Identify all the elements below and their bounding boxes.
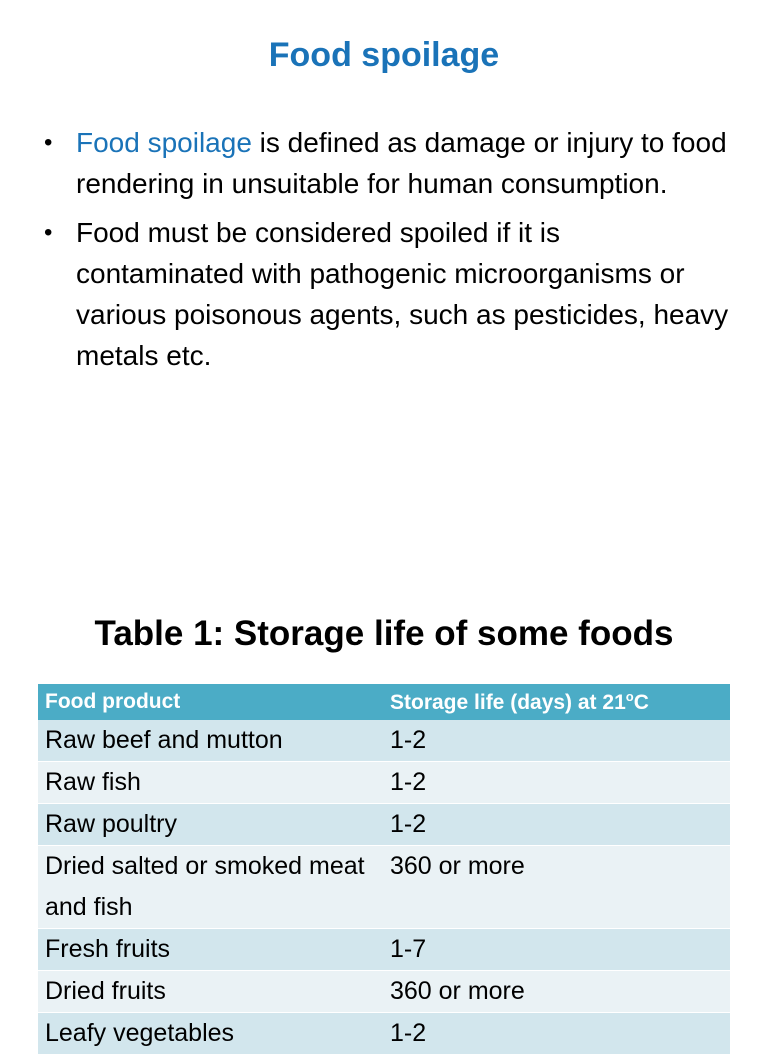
cell-storage-life: 360 or more [383,971,730,1013]
cell-storage-life: 1-2 [383,720,730,762]
table-row [38,1013,730,1055]
bullet-dot-icon: • [44,219,53,246]
page-title: Food spoilage [268,36,500,74]
cell-food-product: Leafy vegetables [38,1013,383,1055]
table-row [38,804,730,846]
cell-storage-life: 1-2 [383,1013,730,1055]
storage-life-table [38,684,730,1055]
bullet-item [40,212,730,376]
cell-food-product: Dried salted or smoked meat and fish [38,846,383,929]
bullet-term: Food spoilage [76,127,252,158]
header-storage-life [383,684,730,720]
table-row [38,846,730,929]
header-storage-life-text: Storage life (days) at 21 [390,691,626,714]
degree-sign: o [625,689,634,704]
cell-food-product: Raw beef and mutton [38,720,383,762]
bullet-text: is defined as damage or injury to food rendering in unsuitable for human consumption. [76,127,727,199]
table-row [38,762,730,804]
cell-storage-life: 1-7 [383,929,730,971]
cell-food-product: Dried fruits [38,971,383,1013]
bullet-list [40,122,730,384]
cell-storage-life: 1-2 [383,762,730,804]
bullet-dot-icon: • [44,129,53,156]
table-body [38,720,730,1055]
cell-storage-life: 360 or more [383,846,730,929]
bullet-text: Food must be considered spoiled if it is contaminated with pathogenic microorganisms or various poisonous agents, such as pesticides, heavy metals etc. [76,217,729,371]
cell-food-product: Fresh fruits [38,929,383,971]
bullet-item [40,122,730,204]
table-row [38,971,730,1013]
cell-food-product: Raw poultry [38,804,383,846]
table-row [38,720,730,762]
cell-food-product: Raw fish [38,762,383,804]
header-food-product: Food product [38,684,383,720]
table-title: Table 1: Storage life of some foods [94,614,674,653]
cell-storage-life: 1-2 [383,804,730,846]
table-header-row [38,684,730,720]
table-row [38,929,730,971]
header-storage-life-unit: C [633,691,649,714]
